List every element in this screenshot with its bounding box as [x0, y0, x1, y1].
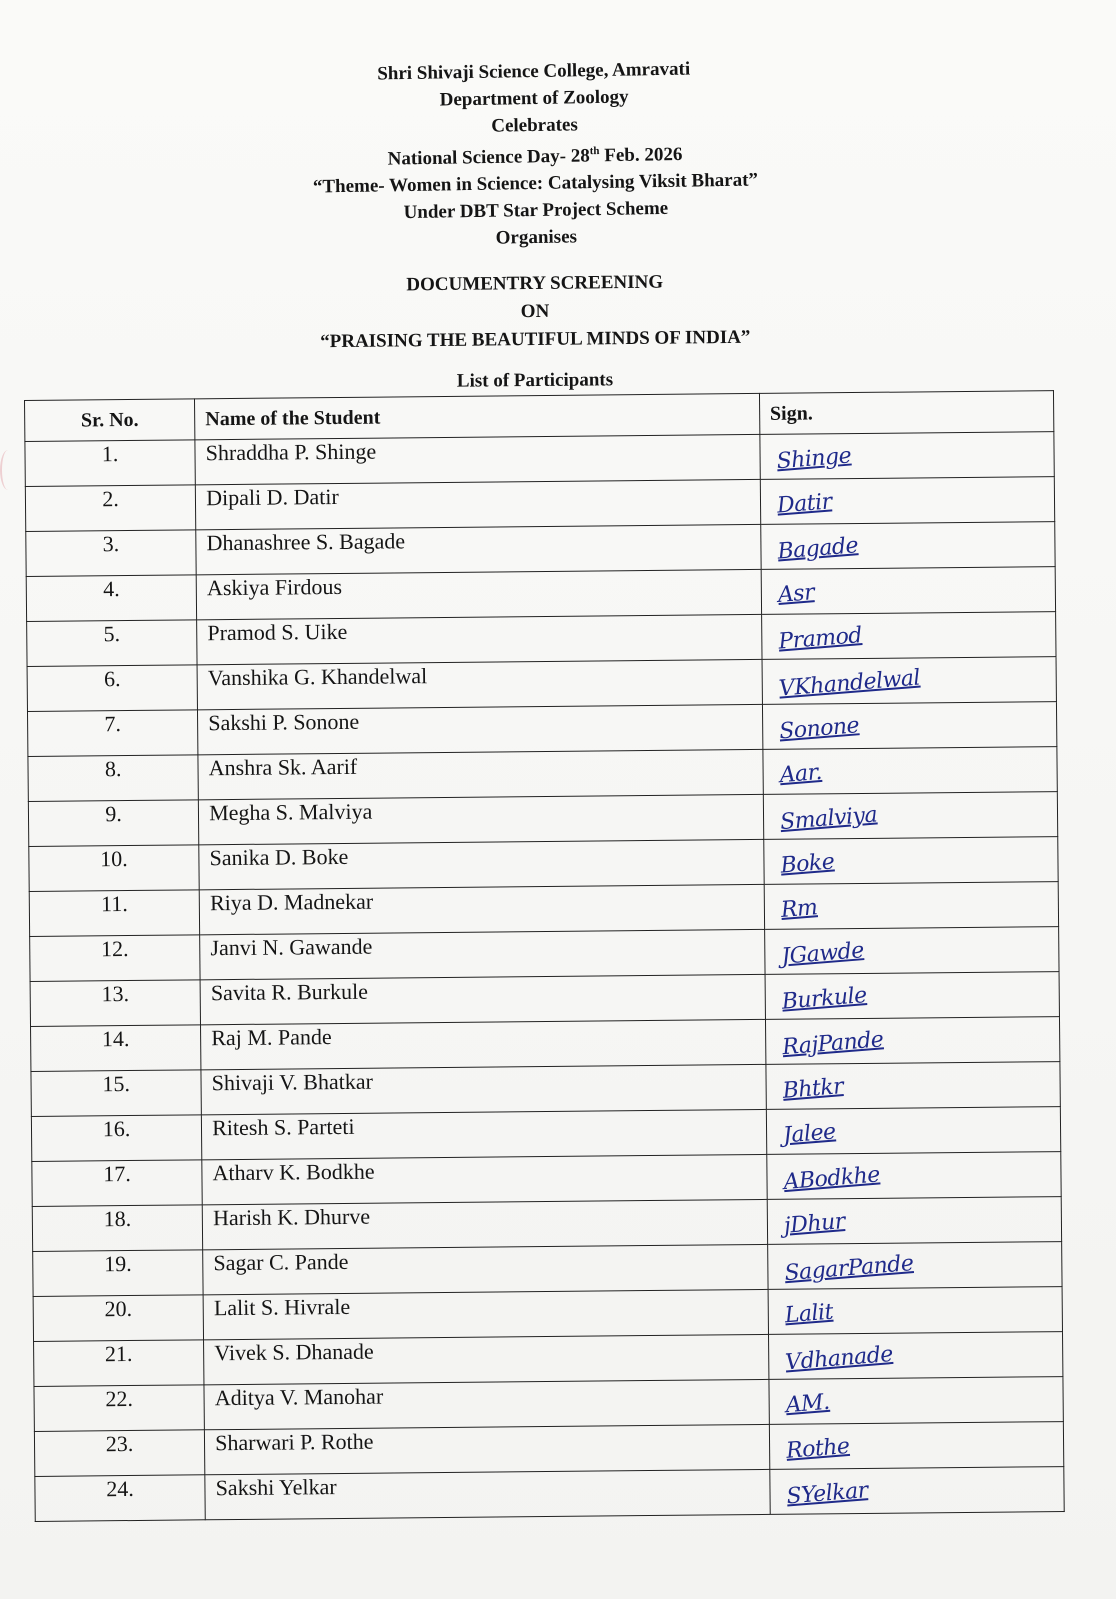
student-name-cell: Harish K. Dhurve: [202, 1199, 767, 1249]
student-name-cell: Sakshi Yelkar: [205, 1469, 770, 1519]
event-day-sup: th: [589, 144, 600, 158]
student-name-cell: Shraddha P. Shinge: [195, 434, 760, 484]
department-name: Department of Zoology: [439, 86, 629, 111]
student-name-cell: Vanshika G. Khandelwal: [197, 659, 762, 709]
handwritten-signature: Pramod: [777, 623, 863, 655]
handwritten-signature: RajPande: [781, 1027, 885, 1061]
handwritten-signature: Smalviya: [779, 802, 878, 836]
program-title-block: [0, 264, 1070, 359]
signature-cell: [768, 1332, 1063, 1380]
handwritten-signature: jDhur: [782, 1209, 846, 1239]
table-row: [35, 1467, 1064, 1522]
handwritten-signature: Jalee: [781, 1119, 837, 1149]
sr-no-cell: 7.: [27, 710, 198, 757]
student-name-cell: Aditya V. Manohar: [204, 1379, 769, 1429]
student-name-cell: Dhanashree S. Bagade: [196, 524, 761, 574]
handwritten-signature: Boke: [779, 849, 835, 879]
sr-no-cell: 9.: [28, 800, 199, 847]
student-name-cell: Anshra Sk. Aarif: [198, 749, 763, 799]
signature-cell: [764, 837, 1059, 885]
header-student-name: Name of the Student: [195, 393, 760, 439]
signature-cell: [763, 747, 1058, 795]
signature-cell: [767, 1197, 1062, 1245]
sr-no-cell: 20.: [33, 1295, 204, 1342]
sr-no-cell: 6.: [27, 665, 198, 712]
handwritten-signature: Bagade: [776, 533, 859, 565]
student-name-cell: Megha S. Malviya: [199, 794, 764, 844]
handwritten-signature: Lalit: [783, 1299, 834, 1329]
organises-text: Organises: [495, 226, 578, 249]
handwritten-signature: Aar.: [778, 759, 823, 789]
scheme-text: Under DBT Star Project Scheme: [403, 198, 669, 224]
signature-cell: [770, 1467, 1065, 1515]
header-sign: Sign.: [759, 391, 1054, 435]
student-name-cell: Lalit S. Hivrale: [203, 1289, 768, 1339]
handwritten-signature: Rm: [779, 895, 819, 923]
signature-cell: [767, 1152, 1062, 1200]
sr-no-cell: 14.: [31, 1025, 202, 1072]
student-name-cell: Riya D. Madnekar: [199, 884, 764, 934]
student-name-cell: Pramod S. Uike: [197, 614, 762, 664]
sr-no-cell: 24.: [35, 1475, 206, 1522]
handwritten-signature: Sonone: [778, 713, 860, 745]
handwritten-signature: Rothe: [785, 1433, 851, 1464]
signature-cell: [762, 702, 1057, 750]
sr-no-cell: 11.: [29, 890, 200, 937]
signature-cell: [765, 972, 1060, 1020]
handwritten-signature: AM.: [784, 1389, 831, 1419]
program-type: DOCUMENTRY SCREENING: [406, 271, 664, 296]
student-name-cell: Vivek S. Dhanade: [204, 1334, 769, 1384]
sr-no-cell: 16.: [31, 1115, 202, 1162]
signature-cell: [761, 612, 1056, 660]
signature-cell: [760, 477, 1055, 525]
signature-cell: [761, 567, 1056, 615]
sr-no-cell: 17.: [32, 1160, 203, 1207]
event-day-suffix: Feb. 2026: [599, 144, 683, 167]
signature-cell: [768, 1287, 1063, 1335]
celebrates-text: Celebrates: [491, 114, 578, 137]
document-header: [0, 50, 1071, 260]
student-name-cell: Janvi N. Gawande: [200, 929, 765, 979]
sr-no-cell: 4.: [26, 575, 197, 622]
signature-cell: [764, 882, 1059, 930]
handwritten-signature: VKhandelwal: [777, 665, 921, 702]
handwritten-signature: SagarPande: [783, 1251, 915, 1287]
handwritten-signature: SYelkar: [785, 1478, 869, 1510]
list-title: List of Participants: [456, 369, 614, 392]
sr-no-cell: 10.: [29, 845, 200, 892]
signature-cell: [764, 927, 1059, 975]
sr-no-cell: 1.: [25, 440, 196, 487]
sr-no-cell: 3.: [26, 530, 197, 577]
event-day-prefix: National Science Day- 28: [387, 145, 590, 170]
signature-cell: [763, 792, 1058, 840]
signature-cell: [765, 1017, 1060, 1065]
program-title: “PRAISING THE BEAUTIFUL MINDS OF INDIA”: [320, 326, 751, 353]
participants-table: [24, 390, 1065, 1522]
program-on: ON: [520, 300, 550, 323]
header-sr-no: Sr. No.: [25, 399, 196, 442]
signature-cell: [767, 1242, 1062, 1290]
handwritten-signature: ABodkhe: [782, 1162, 881, 1196]
handwritten-signature: Datir: [775, 489, 833, 519]
signature-cell: [761, 522, 1056, 570]
table-body: [25, 432, 1064, 1522]
sr-no-cell: 8.: [28, 755, 199, 802]
margin-mark: [0, 450, 16, 490]
student-name-cell: Sharwari P. Rothe: [205, 1424, 770, 1474]
sr-no-cell: 2.: [25, 485, 196, 532]
sr-no-cell: 21.: [34, 1340, 205, 1387]
student-name-cell: Savita R. Burkule: [200, 974, 765, 1024]
handwritten-signature: Burkule: [780, 983, 868, 1015]
sr-no-cell: 15.: [31, 1070, 202, 1117]
student-name-cell: Raj M. Pande: [201, 1019, 766, 1069]
signature-cell: [760, 432, 1055, 480]
student-name-cell: Ritesh S. Parteti: [202, 1109, 767, 1159]
handwritten-signature: JGawde: [780, 938, 865, 970]
sr-no-cell: 13.: [30, 980, 201, 1027]
student-name-cell: Shivaji V. Bhatkar: [201, 1064, 766, 1114]
student-name-cell: Askiya Firdous: [196, 569, 761, 619]
sr-no-cell: 18.: [32, 1205, 203, 1252]
student-name-cell: Sakshi P. Sonone: [198, 704, 763, 754]
theme-text: “Theme- Women in Science: Catalysing Viksit Bharat”: [312, 169, 759, 198]
sr-no-cell: 22.: [34, 1385, 205, 1432]
student-name-cell: Sanika D. Boke: [199, 839, 764, 889]
handwritten-signature: Bhtkr: [781, 1074, 844, 1104]
participants-table-wrapper: [24, 390, 1065, 1530]
signature-cell: [766, 1062, 1061, 1110]
student-name-cell: Dipali D. Datir: [195, 479, 760, 529]
sr-no-cell: 23.: [34, 1430, 205, 1477]
student-name-cell: Sagar C. Pande: [203, 1244, 768, 1294]
college-name: Shri Shivaji Science College, Amravati: [377, 58, 691, 85]
student-name-cell: Atharv K. Bodkhe: [202, 1154, 767, 1204]
signature-cell: [769, 1377, 1064, 1425]
handwritten-signature: Shinge: [775, 443, 852, 475]
sr-no-cell: 12.: [30, 935, 201, 982]
sr-no-cell: 5.: [27, 620, 198, 667]
signature-cell: [762, 657, 1057, 705]
signature-cell: [766, 1107, 1061, 1155]
handwritten-signature: Asr: [776, 580, 815, 608]
handwritten-signature: Vdhanade: [784, 1341, 894, 1376]
signature-cell: [769, 1422, 1064, 1470]
sr-no-cell: 19.: [33, 1250, 204, 1297]
